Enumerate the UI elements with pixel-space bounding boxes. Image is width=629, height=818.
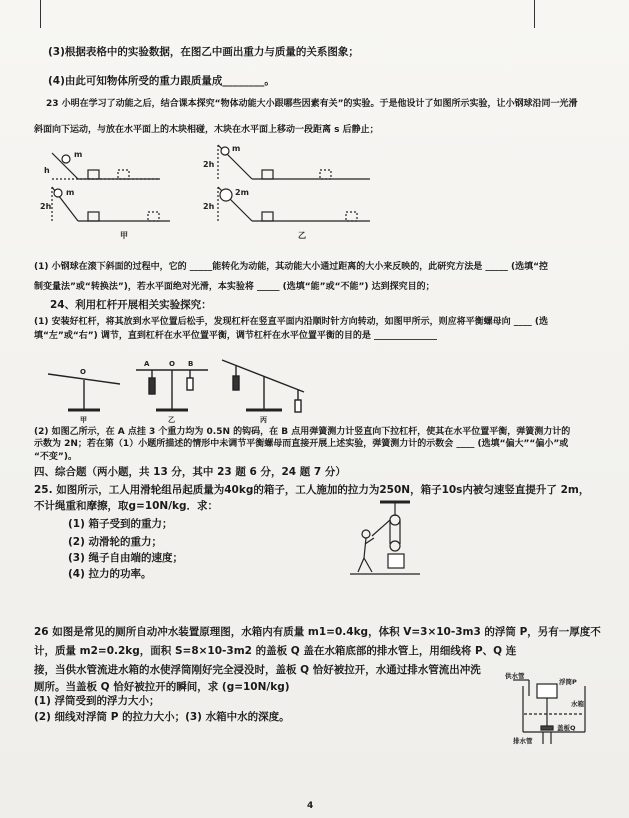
q22-part4: (4)由此可知物体所受的重力跟质量成________。 (48, 75, 275, 87)
label-b: B (188, 360, 194, 368)
label-float-p: 浮筒P (559, 678, 577, 686)
crop-mark-left (40, 0, 41, 28)
q22-part3: (3)根据表格中的实验数据，在图乙中画出重力与质量的关系图象； (48, 46, 359, 58)
q23-question1-line2: 制变量法”或“转换法”)，若水平面绝对光滑，本实验将 _____ (选填“能”或“不能”) 达到探究目的； (34, 282, 435, 292)
q24-part1-line1: (1) 安装好杠杆，将其放到水平位置后松手，发现杠杆在竖直平面内沿顺时针方向转动，如图甲所示，则应将平衡螺母向 ____ (选 (34, 317, 549, 327)
label-o-yi: O (169, 360, 175, 368)
q24-part1-line2: 填“左”或“右”) 调节，直到杠杆在水平位置平衡，调节杠杆在水平位置平衡的目的是 ______________ (34, 331, 438, 341)
label-2h-2: 2h (40, 202, 52, 211)
q25-line1: 25. 如图所示，工人用滑轮组吊起质量为40kg的箱子，工人施加的拉力为250N，箱子10s内被匀速竖直提升了 2m， (34, 484, 590, 496)
crop-mark-right (534, 0, 535, 28)
q24-part2-line3: “不变”)。 (34, 452, 77, 462)
label-jia-lever: 甲 (80, 416, 87, 424)
label-tank: 水箱 (571, 700, 584, 708)
q26-item2-3: (2) 细线对浮筒 P 的拉力大小；(3) 水箱中水的深度。 (34, 711, 290, 723)
q26-line4: 厕所。当盖板 Q 恰好被拉开的瞬间，求 (g=10N/kg) (34, 681, 290, 693)
label-m-3: m (66, 188, 75, 197)
label-bing-lever: 丙 (260, 416, 267, 424)
label-jia: 甲 (120, 231, 128, 240)
label-m-2: m (232, 144, 241, 153)
label-drain-pipe: 排水管 (513, 737, 533, 745)
q23-figure (40, 143, 390, 243)
q25-pulley-figure (350, 500, 420, 578)
label-o-jia: O (80, 368, 86, 376)
q26-line1: 26 如图是常见的厕所自动冲水装置原理图，水箱内有质量 m1=0.4kg，体积 V=3×10-3m3 的浮筒 P，另有一厚度不 (34, 626, 601, 638)
q23-question1-line1: (1) 小钢球在滚下斜面的过程中，它的 _____能转化为动能，其动能大小通过距离的大小来反映的，此研究方法是 _____ (选填“控 (34, 262, 549, 272)
q26-tank-figure (505, 672, 591, 746)
q24-part2-line2: 示数为 2N；若在第（1）小题所描述的情形中未调节平衡螺母而直接开展上述实验，弹簧测力计的示数会 ____ (选填“偏大”“偏小”或 (34, 439, 569, 449)
q24-figure (40, 348, 340, 426)
q25-item1: (1) 箱子受到的重力； (68, 518, 173, 530)
label-m-1: m (74, 150, 83, 159)
q26-line3: 接，当供水管流进水箱的水使浮筒刚好完全浸没时，盖板 Q 恰好被拉开，水通过排水管流出冲洗 (34, 664, 481, 676)
q25-item2: (2) 动滑轮的重力； (68, 536, 163, 548)
label-yi-lever: 乙 (168, 416, 175, 424)
label-2h-3: 2h (203, 202, 215, 211)
label-cover-q: 盖板Q (557, 724, 576, 732)
q26-item1: (1) 浮筒受到的浮力大小； (34, 695, 160, 707)
q24-part2-line1: (2) 如图乙所示，在 A 点挂 3 个重力均为 0.5N 的钩码，在 B 点用弹簧测力计竖直向下拉杠杆，使其在水平位置平衡，弹簧测力计的 (34, 427, 571, 437)
q23-intro-line1: 23 小明在学习了动能之后，结合课本探究“物体动能大小跟哪些因素有关”的实验。于是他设计了如图所示实验，让小钢球沿同一光滑 (46, 99, 578, 109)
q25-line2: 不计绳重和摩擦，取g=10N/kg．求： (34, 500, 219, 512)
q24-title: 24、利用杠杆开展相关实验探究： (50, 299, 212, 311)
label-h: h (44, 166, 50, 175)
q26-line2: 计，质量 m2=0.2kg，面积 S=8×10-3m2 的盖板 Q 盖在水箱底部的排水管上，用细线将 P、Q 连 (34, 645, 517, 657)
q25-item4: (4) 拉力的功率。 (68, 568, 152, 580)
q23-intro-line2: 斜面向下运动，与放在水平面上的木块相碰，木块在水平面上移动一段距离 s 后静止； (34, 125, 379, 135)
section4-heading: 四、综合题（两小题，共 13 分，其中 23 题 6 分，24 题 7 分） (34, 466, 346, 478)
label-2m: 2m (235, 188, 249, 197)
label-a: A (144, 360, 150, 368)
label-yi: 乙 (298, 231, 306, 240)
page-number: 4 (307, 801, 314, 811)
label-supply-pipe: 供水管 (505, 672, 525, 680)
q25-item3: (3) 绳子自由端的速度； (68, 552, 184, 564)
label-2h-1: 2h (203, 160, 215, 169)
